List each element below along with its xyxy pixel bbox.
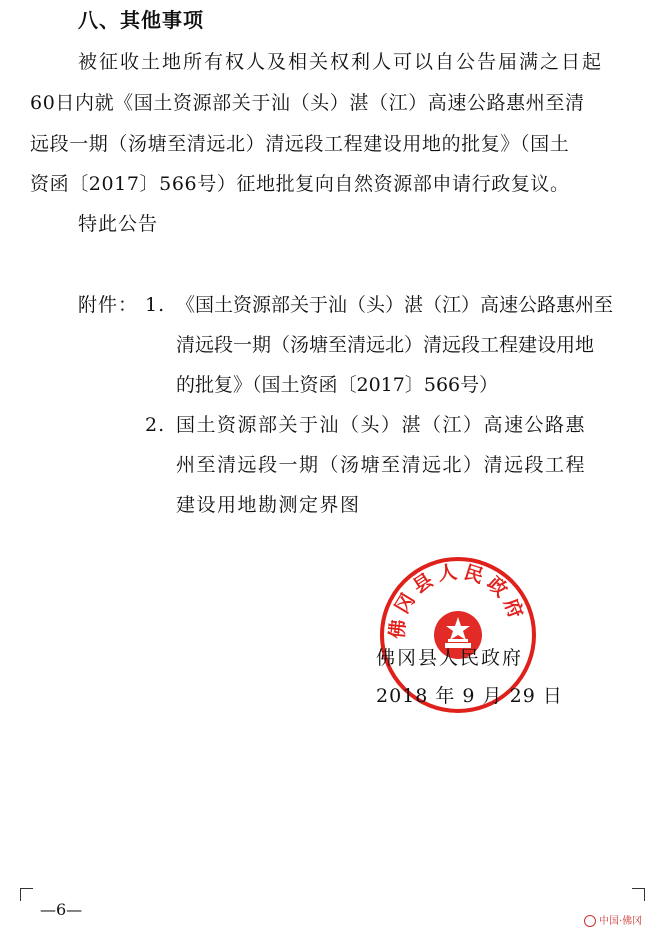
paragraph-line-2: 60日内就《国土资源部关于汕（头）湛（江）高速公路惠州至清: [30, 92, 585, 114]
closing-text: 特此公告: [78, 213, 159, 235]
attachment-2-line-1: 国土资源部关于汕（头）湛（江）高速公路惠: [176, 414, 587, 436]
watermark-emblem-icon: [584, 915, 596, 927]
page-corner-mark-left: [20, 888, 33, 901]
issue-date: 2018 年 9 月 29 日: [376, 685, 563, 707]
attachment-1-number: 1.: [145, 294, 166, 316]
attachment-1-line-2: 清远段一期（汤塘至清远北）清远段工程建设用地: [176, 334, 595, 356]
paragraph-line-3: 远段一期（汤塘至清远北）清远段工程建设用地的批复》（国土: [30, 133, 570, 155]
attachment-2-number: 2.: [145, 414, 166, 436]
attachment-2-line-3: 建设用地勘测定界图: [176, 494, 361, 516]
paragraph-line-4: 资函〔2017〕566号）征地批复向自然资源部申请行政复议。: [30, 173, 570, 195]
page-number: —6—: [40, 900, 83, 919]
svg-text:佛冈县人民政府: 佛冈县人民政府: [386, 560, 529, 640]
watermark-text: 中国·佛冈: [599, 916, 643, 927]
attachment-1-line-1: 《国土资源部关于汕（头）湛（江）高速公路惠州至: [176, 294, 614, 316]
paragraph-line-1: 被征收土地所有权人及相关权利人可以自公告届满之日起: [78, 51, 604, 73]
attachment-2-line-2: 州至清远段一期（汤塘至清远北）清远段工程: [176, 454, 587, 476]
page-corner-mark-right: [632, 888, 645, 901]
section-heading: 八、其他事项: [78, 8, 204, 32]
issuer-name: 佛冈县人民政府: [376, 647, 524, 669]
watermark: [584, 912, 642, 927]
attachments-label: 附件：: [78, 294, 139, 316]
attachment-1-line-3: 的批复》（国土资函〔2017〕566号）: [176, 374, 499, 396]
